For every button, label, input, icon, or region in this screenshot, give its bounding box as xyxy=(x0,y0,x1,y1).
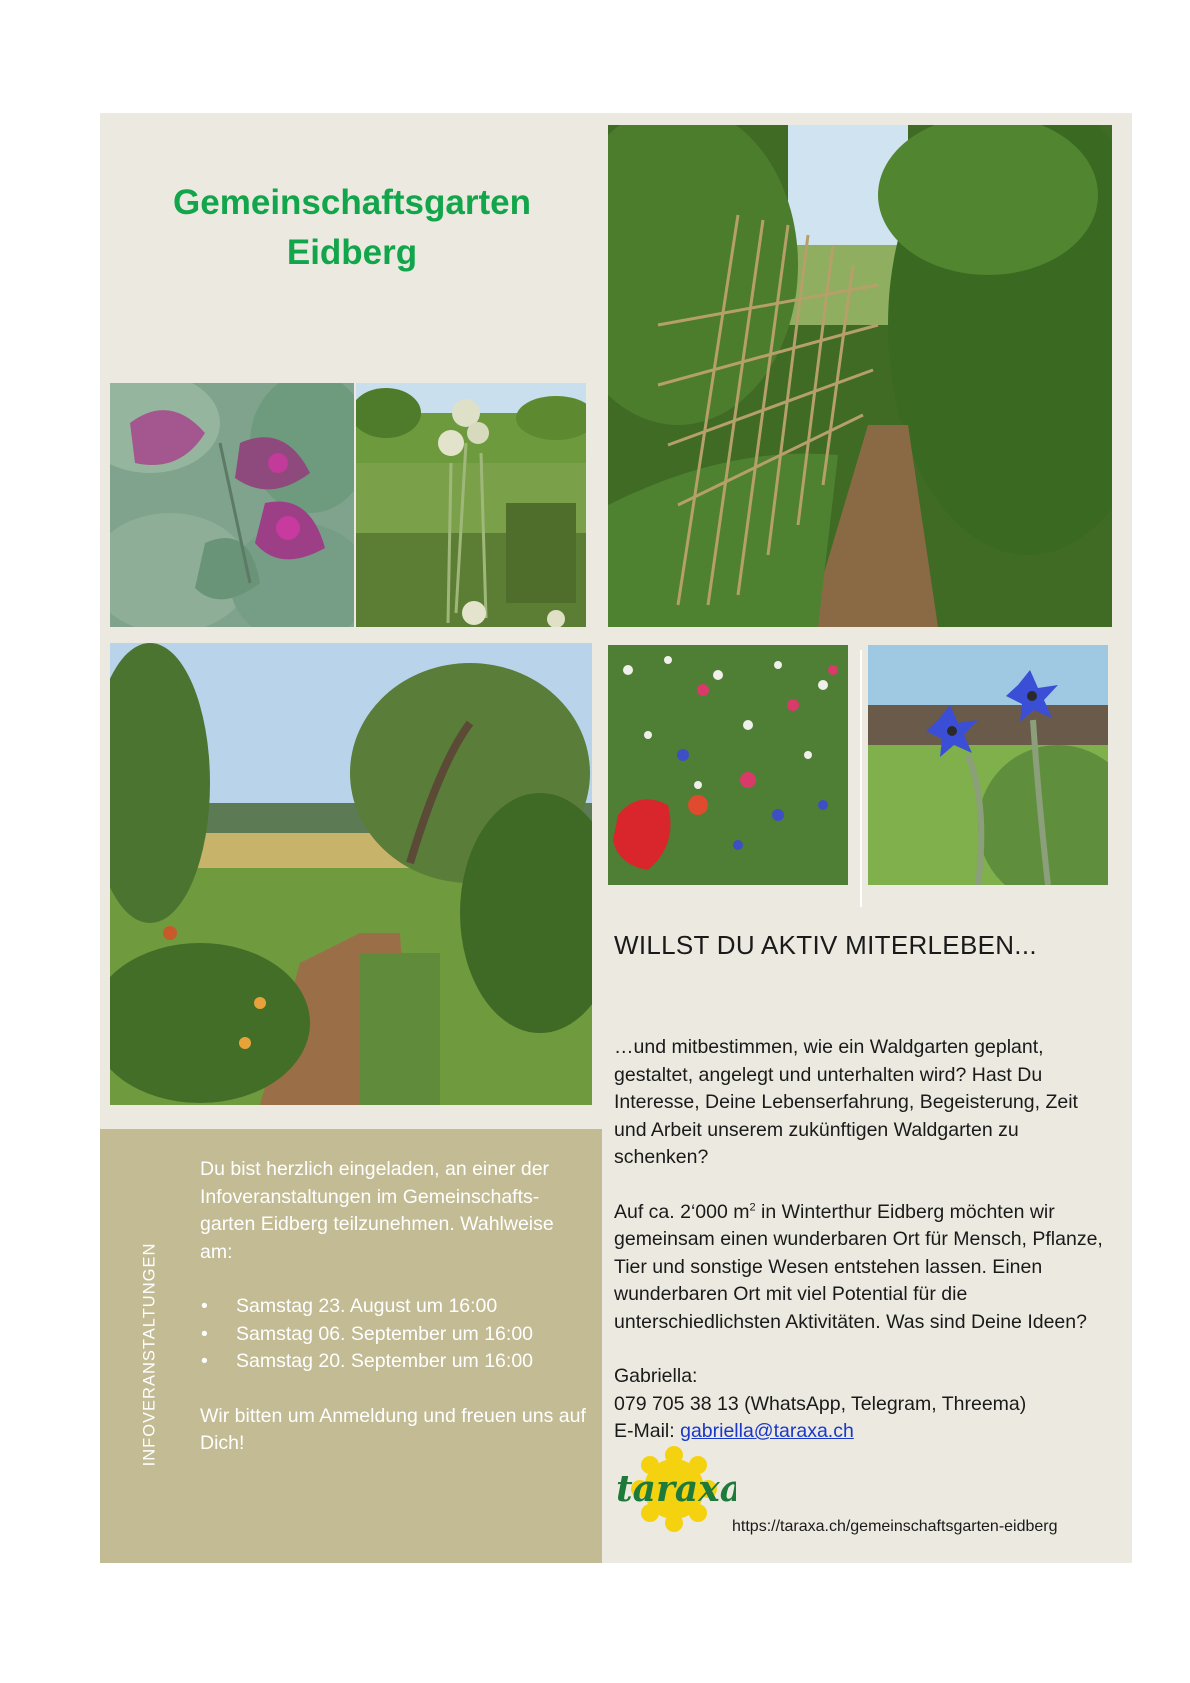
contact-name: Gabriella: xyxy=(614,1365,698,1387)
intro-paragraph: …und mitbestimmen, wie ein Waldgarten geplant, gestaltet, angelegt und unterhalten wird? Hast Du Interesse, Deine Lebenserfahrung, Begeisterung, Zeit und Arbeit unserem zukünftigen Waldgarten zu schenken? xyxy=(614,1036,1078,1168)
photo-orache-leaves xyxy=(110,383,354,627)
contact-email-line xyxy=(614,1418,1114,1446)
photo-divider xyxy=(860,650,862,907)
title-line-2: Eidberg xyxy=(286,233,418,272)
event-date-text: Samstag 06. September um 16:00 xyxy=(236,1322,534,1345)
area-paragraph xyxy=(614,1199,1114,1337)
main-text xyxy=(614,1034,1114,1446)
photo-trellis-path xyxy=(608,125,1112,627)
page-title xyxy=(120,178,584,278)
contact-phone: 079 705 38 13 (WhatsApp, Telegram, Threema) xyxy=(614,1392,1027,1415)
sidebar-label: INFOVERANSTALTUNGEN xyxy=(140,1242,159,1467)
invite-block xyxy=(200,1156,590,1485)
email-link[interactable]: gabriella@taraxa.ch xyxy=(680,1420,854,1442)
email-label: E-Mail: xyxy=(614,1420,681,1442)
area-prefix: Auf ca. 2‘000 m xyxy=(614,1200,750,1223)
website-url: https://taraxa.ch/gemeinschaftsgarten-eidberg xyxy=(732,1518,1058,1535)
photo-wildflowers xyxy=(608,645,848,885)
photo-allium-garden xyxy=(356,383,586,627)
taraxa-logo xyxy=(612,1443,736,1535)
invite-text: Du bist herzlich eingeladen, an einer der Infoveranstaltungen im Gemeinschafts-garten Eidberg teilzunehmen. Wahlweise am: xyxy=(200,1158,554,1263)
title-line-1: Gemeinschaftsgarten xyxy=(173,183,531,222)
area-suffix: in Winterthur Eidberg möchten wir gemeinsam einen wunderbaren Ort für Mensch, Pflanze, Tier und sonstige Wesen entstehen lassen. Einen wunderbaren Ort mit viel Potential für die unterschiedlichsten Aktivitäten. Was sind Deine Ideen? xyxy=(614,1200,1103,1333)
closing-text: Wir bitten um Anmeldung und freuen uns auf Dich! xyxy=(200,1404,586,1454)
event-dates-list xyxy=(200,1293,590,1376)
event-date-item: • Samstag 23. August um 16:00 xyxy=(201,1295,498,1317)
logo-text: taraxa xyxy=(616,1468,736,1510)
event-date-text: Samstag 23. August um 16:00 xyxy=(236,1295,498,1317)
event-date-item: • Samstag 20. September um 16:00 xyxy=(201,1350,534,1372)
sidebar-label-container xyxy=(140,1240,160,1470)
area-superscript: 2 xyxy=(749,1201,756,1213)
call-to-action-heading: WILLST DU AKTIV MITERLEBEN... xyxy=(614,930,1037,960)
event-date-item: • Samstag 06. September um 16:00 xyxy=(201,1322,534,1345)
photo-garden-landscape xyxy=(110,643,592,1105)
event-date-text: Samstag 20. September um 16:00 xyxy=(236,1350,534,1372)
photo-borage xyxy=(868,645,1108,885)
